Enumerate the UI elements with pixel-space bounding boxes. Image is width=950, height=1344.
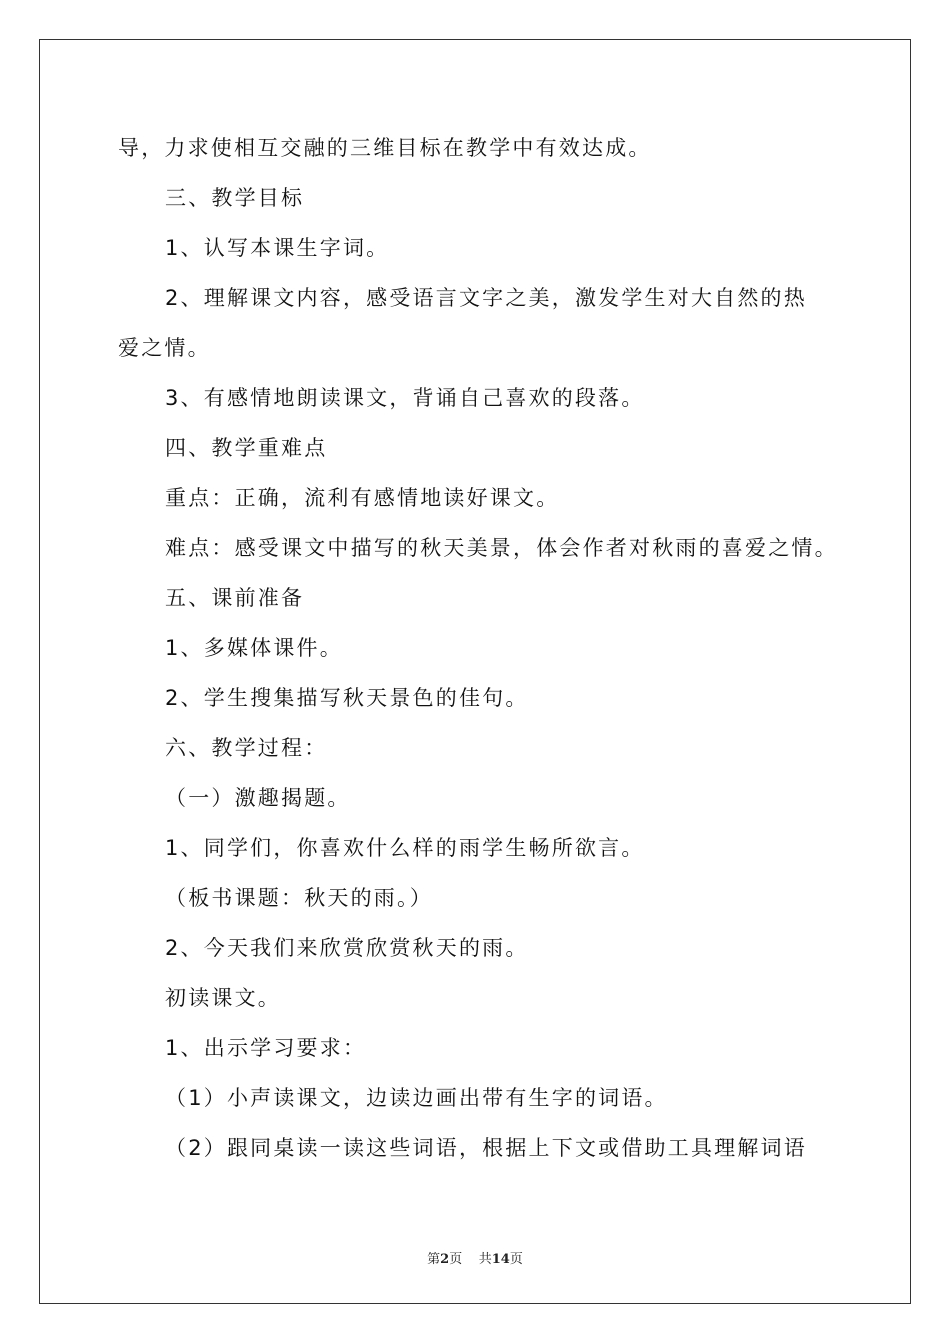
text-line: 1、认写本课生字词。 [165, 236, 390, 260]
section-heading: 三、教学目标 [165, 186, 305, 210]
page-prefix: 第 [427, 1252, 441, 1267]
text-line: （一）激趣揭题。 [165, 786, 351, 810]
text-line: 导，力求使相互交融的三维目标在教学中有效达成。 [118, 136, 652, 160]
text-line: 2、今天我们来欣赏欣赏秋天的雨。 [165, 936, 529, 960]
text-line: 初读课文。 [165, 986, 281, 1010]
text-line: 1、出示学习要求： [165, 1036, 367, 1060]
text-line: 重点：正确，流利有感情地读好课文。 [165, 486, 560, 510]
page-footer [0, 1248, 950, 1267]
text-line: 2、学生搜集描写秋天景色的佳句。 [165, 686, 529, 710]
text-line: 2、理解课文内容，感受语言文字之美，激发学生对大自然的热 [165, 286, 807, 310]
text-line: （板书课题：秋天的雨。） [165, 886, 433, 910]
text-line: 1、同学们，你喜欢什么样的雨学生畅所欲言。 [165, 836, 645, 860]
text-line: 1、多媒体课件。 [165, 636, 343, 660]
page-suffix: 页 [449, 1252, 463, 1267]
text-line: 3、有感情地朗读课文，背诵自己喜欢的段落。 [165, 386, 645, 410]
text-line: 爱之情。 [118, 336, 211, 360]
total-pages: 14 [491, 1252, 510, 1267]
text-line: （2）跟同桌读一读这些词语，根据上下文或借助工具理解词语 [165, 1136, 807, 1160]
section-heading: 五、课前准备 [165, 586, 305, 610]
page-border [39, 39, 911, 1304]
section-heading: 六、教学过程： [165, 736, 328, 760]
section-heading: 四、教学重难点 [165, 436, 328, 460]
text-line: （1）小声读课文，边读边画出带有生字的词语。 [165, 1086, 668, 1110]
total-prefix: 共 [478, 1252, 492, 1267]
text-line: 难点：感受课文中描写的秋天美景，体会作者对秋雨的喜爱之情。 [165, 536, 838, 560]
total-suffix: 页 [509, 1252, 523, 1267]
page-number: 2 [440, 1252, 450, 1267]
